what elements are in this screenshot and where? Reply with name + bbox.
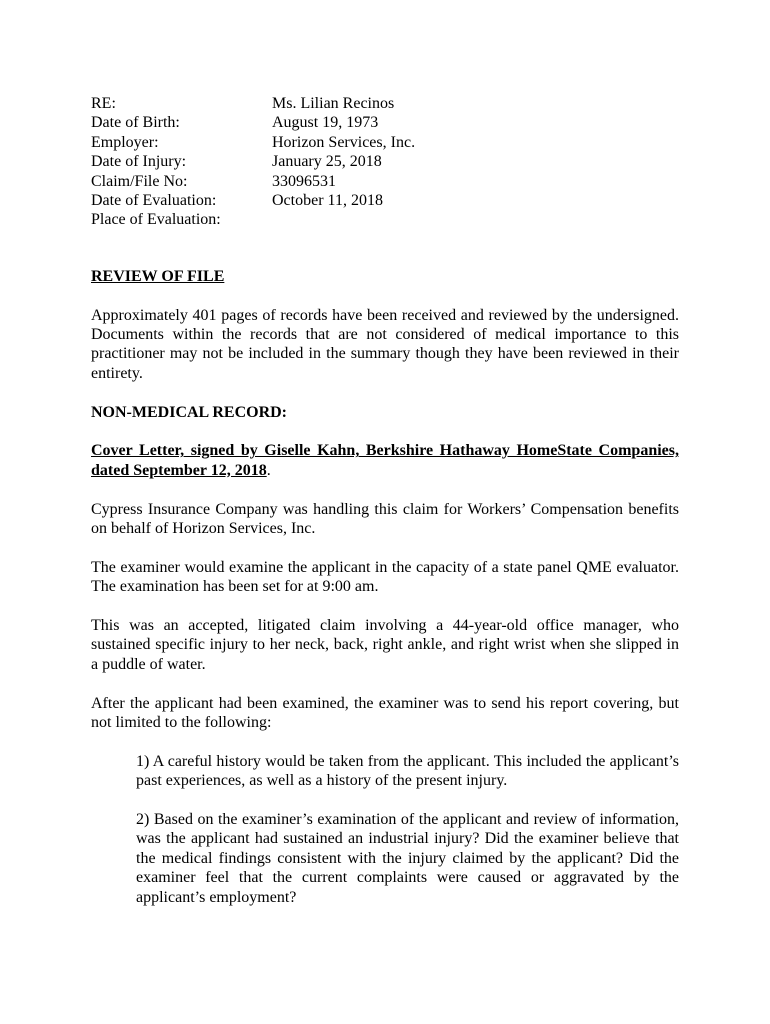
header-row-eval-date <box>91 191 679 210</box>
cover-letter-title: Cover Letter, signed by Giselle Kahn, Berkshire Hathaway HomeState Companies, dated September 12, 2018 <box>91 442 679 479</box>
header-value: October 11, 2018 <box>272 191 383 209</box>
header-label: Date of Evaluation: <box>91 191 217 209</box>
document-page <box>91 94 679 907</box>
cover-letter-heading <box>91 441 679 480</box>
header-value: 33096531 <box>272 172 336 190</box>
header-label: Date of Birth: <box>91 114 180 132</box>
header-row-injury-date <box>91 152 679 171</box>
header-label: Claim/File No: <box>91 172 188 190</box>
header-row-claim <box>91 172 679 191</box>
header-row-employer <box>91 133 679 152</box>
header-row-dob <box>91 113 679 132</box>
cover-letter-period: . <box>266 461 271 479</box>
paragraph-insurer: Cypress Insurance Company was handling this claim for Workers’ Compensation benefits on behalf of Horizon Services, Inc. <box>91 500 679 537</box>
header-label: Place of Evaluation: <box>91 211 221 229</box>
header-value <box>272 210 679 229</box>
header-value: Ms. Lilian Recinos <box>272 95 395 112</box>
non-medical-heading: NON-MEDICAL RECORD: <box>91 403 287 421</box>
paragraph-examination: The examiner would examine the applicant in the capacity of a state panel QME evaluator. The examination has been set for at 9:00 am. <box>91 558 679 596</box>
list-item-history: 1) A careful history would be taken from the applicant. This included the applicant’s past experiences, as well as a history of the present injury. <box>136 752 679 790</box>
paragraph-claim: This was an accepted, litigated claim involving a 44-year-old office manager, who sustained specific injury to her neck, back, right ankle, and right wrist when she slipped in a puddle of water. <box>91 616 679 673</box>
paragraph-report-scope: After the applicant had been examined, the examiner was to send his report covering, but not limited to the following: <box>91 694 679 731</box>
header-row-re <box>91 94 679 113</box>
case-header <box>91 94 679 230</box>
header-row-eval-place <box>91 210 679 229</box>
review-paragraph: Approximately 401 pages of records have been received and reviewed by the undersigned. Documents within the records that are not considered of medical importance to this practitioner may not be included in the summary though they have been reviewed in their entirety. <box>91 306 679 382</box>
header-label: Employer: <box>91 133 159 151</box>
header-value: Horizon Services, Inc. <box>272 133 416 151</box>
header-value: August 19, 1973 <box>272 114 379 132</box>
header-label: RE: <box>91 95 116 112</box>
list-item-industrial-injury: 2) Based on the examiner’s examination of the applicant and review of information, was the applicant had sustained an industrial injury? Did the examiner believe that the medical findings consistent with the injury claimed by the applicant? Did the examiner feel that the current complaints were caused or aggravated by the applicant’s employment? <box>136 810 679 906</box>
review-of-file-heading: REVIEW OF FILE <box>91 267 225 285</box>
header-label: Date of Injury: <box>91 153 187 171</box>
header-value: January 25, 2018 <box>272 153 382 171</box>
